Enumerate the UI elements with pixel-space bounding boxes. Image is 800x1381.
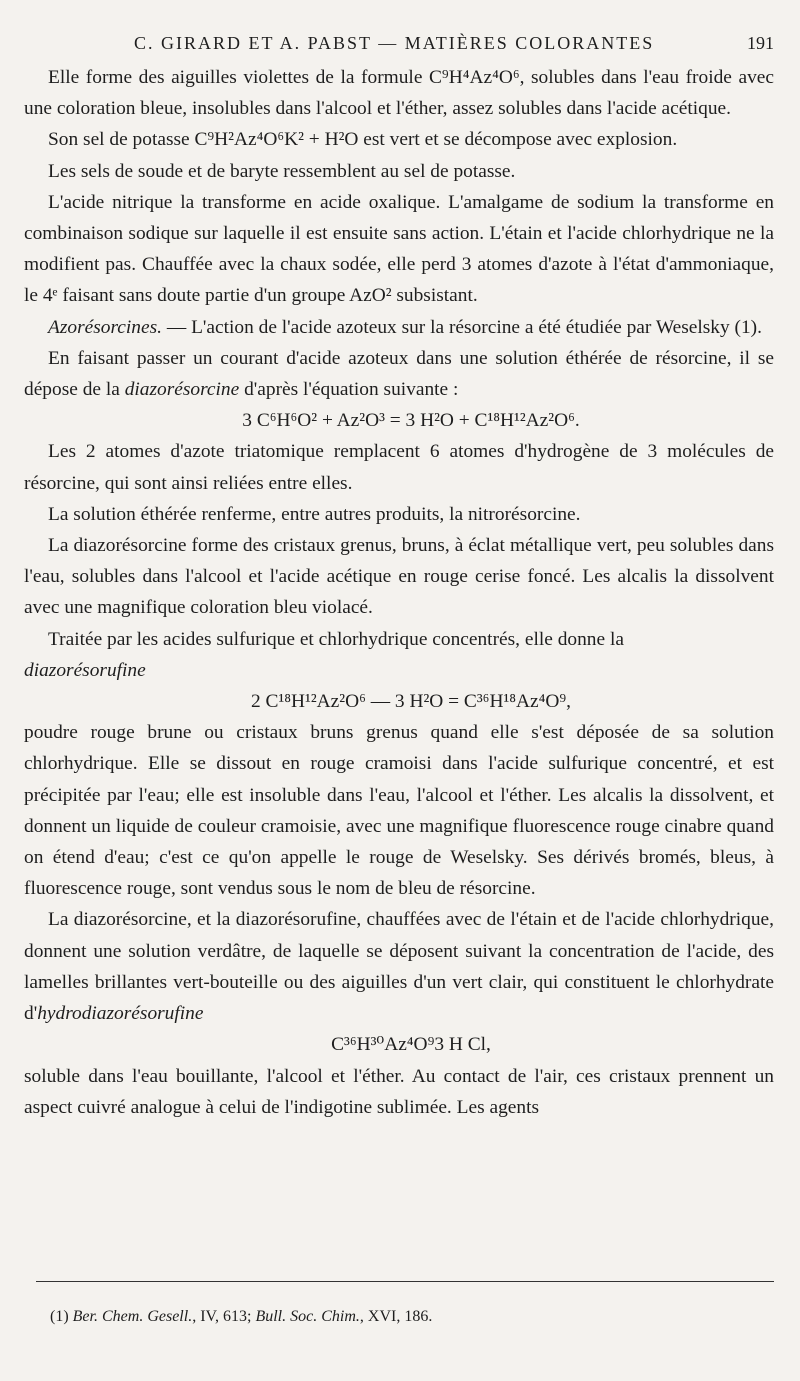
paragraph: Traitée par les acides sulfurique et chlorhydrique concentrés, elle donne la — [48, 628, 624, 650]
section-title: Azorésorcines. — [48, 316, 162, 338]
equation: C³⁶H³⁰Az⁴O⁹3 H Cl, — [331, 1034, 491, 1056]
footnote-text: , XVI, 186. — [359, 1308, 433, 1325]
footnote-source: Bull. Soc. Chim. — [255, 1308, 360, 1325]
paragraph: La diazorésorcine forme des cristaux grenus, bruns, à éclat métallique vert, peu solubles dans l'eau, solubles dans l'alcool et l'acide acétique en rouge cerise foncé. Les alcalis la dissolvent avec une magnifique coloration bleu violacé. — [24, 535, 774, 619]
page-number: 191 — [747, 33, 774, 53]
paragraph: Elle forme des aiguilles violettes de la formule C⁹H⁴Az⁴O⁶, solubles dans l'eau froide avec une coloration bleue, insolubles dans l'alcool et l'éther, assez solubles dans l'acide acétique. — [24, 67, 774, 120]
paragraph: L'acide nitrique la transforme en acide oxalique. L'amalgame de sodium la transforme en combinaison sodique sur laquelle il est ensuite sans action. L'étain et l'acide chlorhydrique ne la modifient pas. Chauffée avec la chaux sodée, elle perd 3 atomes d'azote à l'état d'ammoniaque, le 4ᵉ faisant sans doute partie d'un groupe AzO² subsistant. — [24, 191, 774, 307]
footnote-divider — [36, 1281, 774, 1282]
paragraph — [24, 343, 774, 405]
equation: 3 C⁶H⁶O² + Az²O³ = 3 H²O + C¹⁸H¹²Az²O⁶. — [242, 410, 580, 432]
paragraph: soluble dans l'eau bouillante, l'alcool et l'éther. Au contact de l'air, ces cristaux prennent un aspect cuivré analogue à celui de l'indigotine sublimée. Les agents — [24, 1065, 774, 1118]
paragraph: poudre rouge brune ou cristaux bruns grenus quand elle s'est déposée de sa solution chlorhydrique. Elle se dissout en rouge cramoisi dans l'acide sulfurique concentré, et est précipitée par l'eau; elle est insoluble dans l'eau, l'alcool et l'éther. Les alcalis la dissolvent, et donnent un liquide de couleur cramoisie, avec une magnifique fluorescence rouge cinabre quand on étend d'eau; c'est ce qu'on appelle le rouge de Weselsky. Ses dérivés bromés, bleus, à fluorescence rouge, sont vendus sous le nom de bleu de résorcine. — [24, 722, 774, 900]
paragraph — [24, 904, 774, 1029]
paragraph: La solution éthérée renferme, entre autres produits, la nitrorésorcine. — [48, 503, 581, 525]
paragraph-azoresorcines — [24, 312, 774, 343]
term: diazorésorufine — [24, 659, 146, 681]
equation: 2 C¹⁸H¹²Az²O⁶ — 3 H²O = C³⁶H¹⁸Az⁴O⁹, — [250, 691, 571, 713]
paragraph-text: En faisant passer un courant d'acide azoteux dans une solution éthérée de résorcine, il se dépose de la — [24, 347, 774, 401]
footnote-marker: (1) — [50, 1308, 69, 1325]
paragraph-text: — L'action de l'acide azoteux sur la résorcine a été étudiée par Weselsky (1). — [162, 316, 762, 338]
paragraph-text: d'après l'équation suivante : — [239, 379, 459, 401]
footnote — [50, 1306, 774, 1328]
term: hydrodiazorésorufine — [37, 1003, 204, 1025]
term: diazorésorcine — [124, 379, 240, 401]
footnote-text: , IV, 613; — [192, 1308, 256, 1325]
paragraph-text: La diazorésorcine, et la diazorésorufine, chauffées avec de l'étain et de l'acide chlorhydrique, donnent une solution verdâtre, de laquelle se déposent suivant la concentration de l'acide, des lamelles brillantes vert-bouteille ou des aiguilles d'un vert clair, qui constituent le chlorhydrate d' — [24, 909, 774, 1025]
paragraph: Son sel de potasse C⁹H²Az⁴O⁶K² + H²O est vert et se décompose avec explosion. — [48, 129, 678, 151]
running-header — [134, 30, 774, 56]
paragraph: Les sels de soude et de baryte ressemblent au sel de potasse. — [48, 160, 516, 182]
body-text — [24, 62, 774, 1123]
paragraph — [24, 655, 774, 686]
running-title: C. GIRARD ET A. PABST — MATIÈRES COLORANTES — [134, 33, 655, 53]
paragraph: Les 2 atomes d'azote triatomique remplacent 6 atomes d'hydrogène de 3 molécules de résorcine, qui sont ainsi reliées entre elles. — [24, 441, 774, 494]
footnote-source: Ber. Chem. Gesell. — [72, 1308, 193, 1325]
